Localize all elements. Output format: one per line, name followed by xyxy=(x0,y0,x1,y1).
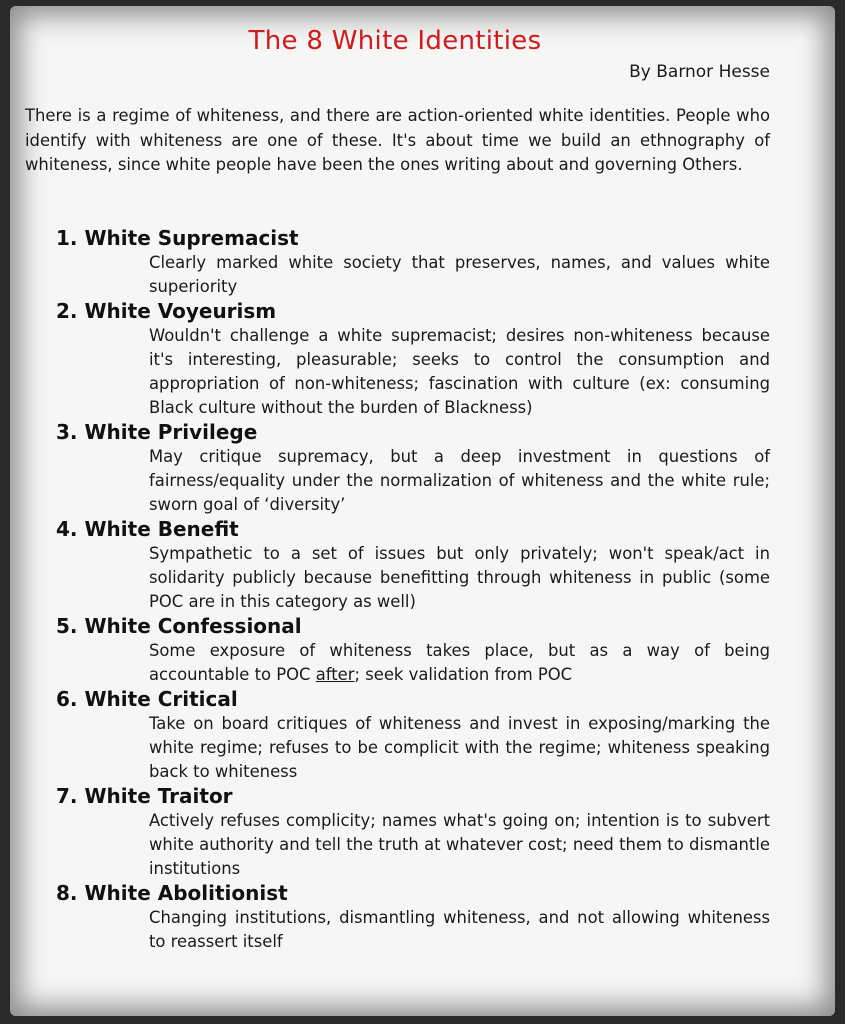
intro-paragraph: There is a regime of whiteness, and there are action-oriented white identities. People who identify with whiteness are one of these. It's about time we build an ethnography of whiteness, since white people have been the ones writing about and governing Others. xyxy=(25,106,770,174)
item-description: Wouldn't challenge a white supremacist; desires non-whiteness because it's interesting, pleasurable; seeks to control the consumption and appropriation of non-whiteness; fascination with culture (ex: consuming Black culture without the burden of Blackness) xyxy=(149,326,770,417)
item-description: May critique supremacy, but a deep investment in questions of fairness/equality under the normalization of whiteness and the white rule; sworn goal of ‘diversity’ xyxy=(149,447,770,514)
list-item xyxy=(56,420,770,517)
author-byline: By Barnor Hesse xyxy=(629,62,770,82)
item-heading: 1. White Supremacist xyxy=(56,226,299,250)
list-item xyxy=(56,299,770,420)
list-item xyxy=(56,226,770,299)
item-description: Clearly marked white society that preserves, names, and values white superiority xyxy=(149,253,770,296)
item-heading: 3. White Privilege xyxy=(56,420,258,444)
underlined-word: after xyxy=(315,665,355,684)
list-item xyxy=(56,614,770,687)
item-description: Actively refuses complicity; names what's going on; intention is to subvert white authority and tell the truth at whatever cost; need them to dismantle institutions xyxy=(149,811,770,878)
item-description xyxy=(149,639,770,687)
item-heading: 7. White Traitor xyxy=(56,784,233,808)
item-description: Sympathetic to a set of issues but only privately; won't speak/act in solidarity publicly because benefitting through whiteness in public (some POC are in this category as well) xyxy=(149,544,770,611)
item-heading: 8. White Abolitionist xyxy=(56,881,288,905)
item-heading: 5. White Confessional xyxy=(56,614,302,638)
document-page xyxy=(10,6,835,1016)
item-description: Changing institutions, dismantling whiteness, and not allowing whiteness to reassert itself xyxy=(149,908,770,951)
page-title: The 8 White Identities xyxy=(248,26,542,56)
list-item xyxy=(56,517,770,614)
list-item xyxy=(56,687,770,784)
list-item xyxy=(56,881,770,954)
item-description-text: ; seek validation from POC xyxy=(354,665,573,684)
item-heading: 6. White Critical xyxy=(56,687,238,711)
item-heading: 2. White Voyeurism xyxy=(56,299,277,323)
list-item xyxy=(56,784,770,881)
item-description-text: Some exposure of whiteness takes place, but as a way of being accountable to POC xyxy=(149,641,770,684)
identity-list xyxy=(56,226,770,954)
item-description: Take on board critiques of whiteness and invest in exposing/marking the white regime; refuses to be complicit with the regime; whiteness speaking back to whiteness xyxy=(149,714,770,781)
item-heading: 4. White Benefit xyxy=(56,517,239,541)
